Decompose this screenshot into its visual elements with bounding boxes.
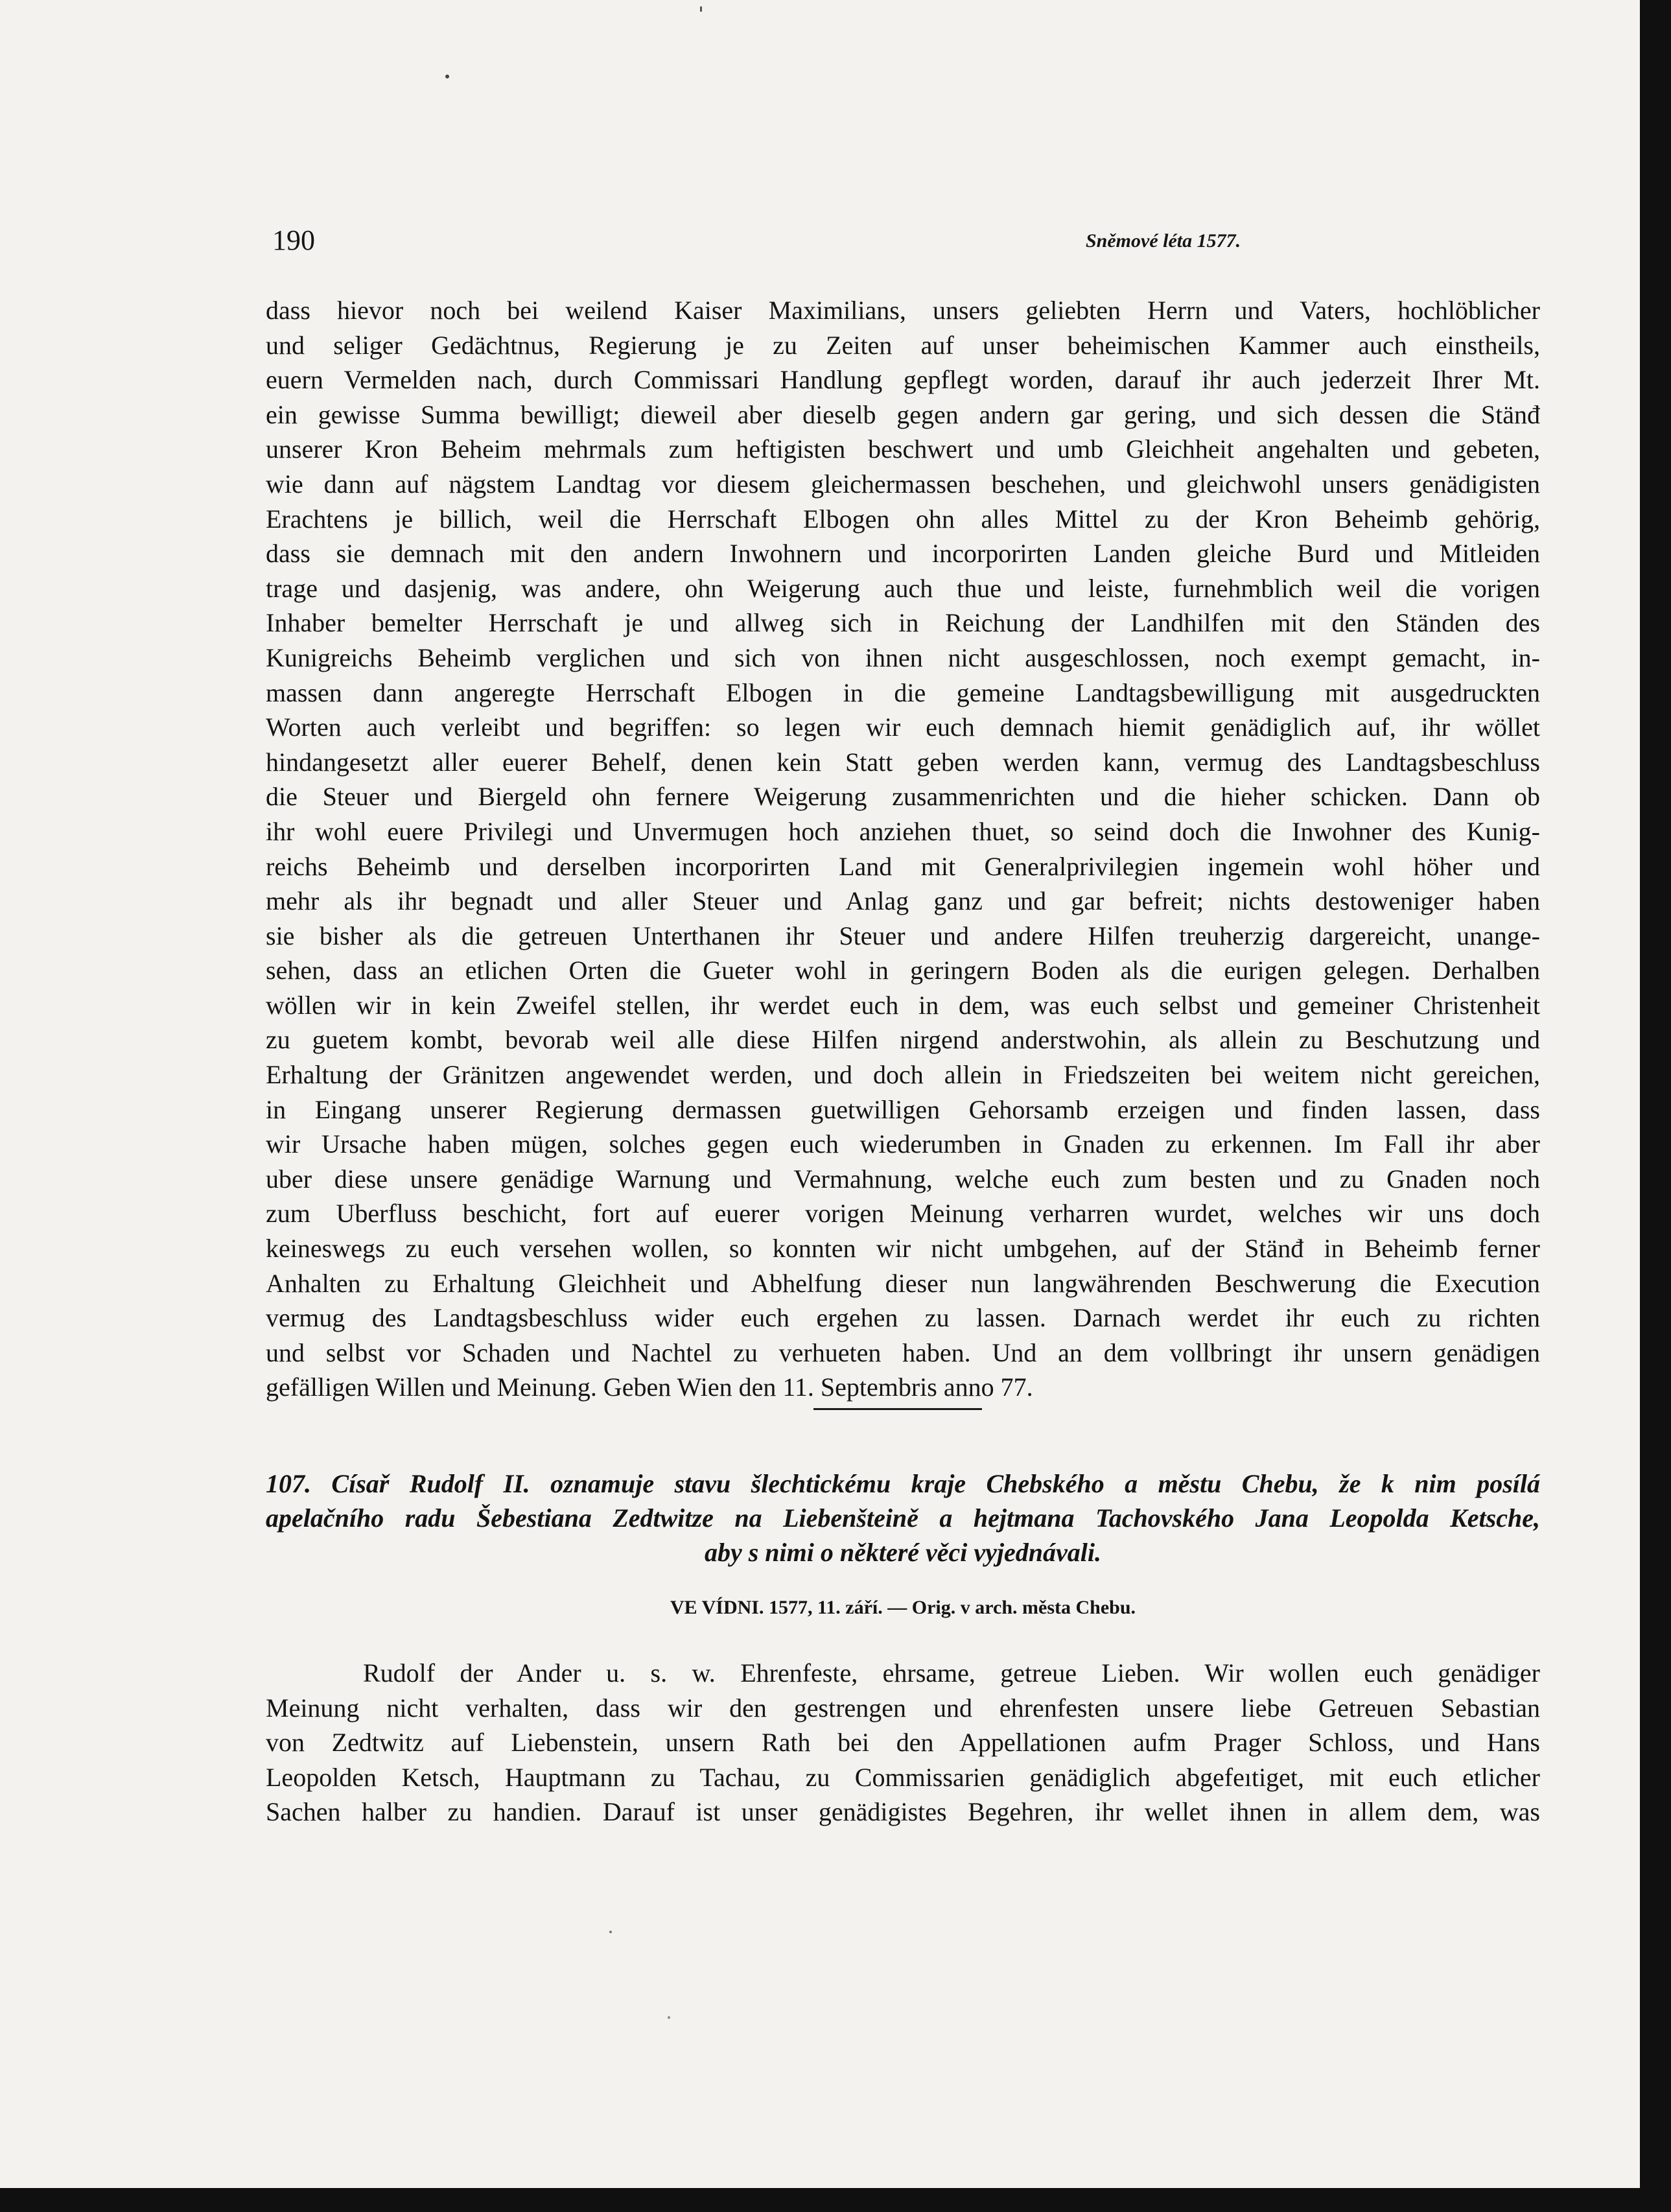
text-line: Meinung nicht verhalten, dass wir den gestrengen und ehrenfesten unsere liebe Getreuen Sebastian bbox=[266, 1693, 1540, 1723]
text-line: Erhaltung der Gränitzen angewendet werden, und doch allein in Friedszeiten bei weitem nicht gereichen, bbox=[266, 1060, 1540, 1090]
text-line: die Steuer und Biergeld ohn fernere Weigerung zusammenrichten und die hieher schicken. Dann ob bbox=[266, 782, 1540, 812]
text-line: unserer Kron Beheim mehrmals zum heftigisten beschwert und umb Gleichheit angehalten und gebeten, bbox=[266, 434, 1540, 464]
text-line: und selbst vor Schaden und Nachtel zu verhueten haben. Und an dem vollbringt ihr unsern genädigen bbox=[266, 1337, 1540, 1367]
text-line: zum Uberfluss beschicht, fort auf euerer vorigen Meinung verharren wurdet, welches wir uns doch bbox=[266, 1199, 1540, 1229]
text-line: Worten auch verleibt und begriffen: so legen wir euch demnach hiemit genädiglich auf, ihr wöllet bbox=[266, 712, 1540, 742]
text-line: euern Vermelden nach, durch Commissari Handlung gepflegt worden, darauf ihr auch jederzeit Ihrer Mt. bbox=[266, 365, 1540, 395]
text-line: vermug des Landtagsbeschluss wider euch ergehen zu lassen. Darnach werdet ihr euch zu richten bbox=[266, 1303, 1540, 1333]
heading-line: apelačního radu Šebestiana Zedtwitze na Liebenšteině a hejtmana Tachovského Jana Leopolda Ketsche, bbox=[266, 1503, 1540, 1533]
text-line: ein gewisse Summa bewilligt; dieweil aber dieselb gegen andern gar gering, und sich dessen die Stänđ bbox=[266, 399, 1540, 429]
text-line: gefälligen Willen und Meinung. Geben Wien den 11. Septembris anno 77. bbox=[266, 1372, 1033, 1402]
text-line: von Zedtwitz auf Liebenstein, unsern Rath bei den Appellationen aufm Prager Schloss, und Hans bbox=[266, 1728, 1540, 1758]
text-line: hindangesetzt aller euerer Behelf, denen kein Statt geben werden kann, vermug des Landtagsbeschluss bbox=[266, 747, 1540, 777]
text-line: wöllen wir in kein Zweifel stellen, ihr werdet euch in dem, was euch selbst und gemeiner Christenheit bbox=[266, 990, 1540, 1020]
text-line: Leopolden Ketsch, Hauptmann zu Tachau, zu Commissarien genädiglich abgefeıtiget, mit euch etlicher bbox=[266, 1762, 1540, 1792]
text-line: sehen, dass an etlichen Orten die Gueter wohl in geringern Boden als die eurigen gelegen. Derhalben bbox=[266, 956, 1540, 985]
heading-line: 107. Císař Rudolf II. oznamuje stavu šlechtickému kraje Chebského a městu Chebu, že k nim posílá bbox=[266, 1469, 1540, 1498]
text-line: reichs Beheimb und derselben incorporirten Land mit Generalprivilegien ingemein wohl höher und bbox=[266, 851, 1540, 881]
running-head: Sněmové léta 1577. bbox=[1086, 230, 1241, 252]
text-line: Sachen halber zu handien. Darauf ist unser genädigistes Begehren, ihr wellet ihnen in allem dem, was bbox=[266, 1797, 1540, 1827]
heading-line: aby s nimi o některé věci vyjednávali. bbox=[704, 1538, 1102, 1567]
text-line: mehr als ihr begnadt und aller Steuer und Anlag ganz und gar befreit; nichts destoweniger haben bbox=[266, 886, 1540, 916]
text-line: keineswegs zu euch versehen wollen, so konnten wir nicht umbgehen, auf der Stänđ in Beheimb ferner bbox=[266, 1234, 1540, 1264]
page-number: 190 bbox=[272, 224, 315, 256]
text-line: wie dann auf nägstem Landtag vor diesem gleichermassen beschehen, und gleichwohl unsers genädigisten bbox=[266, 469, 1540, 499]
text-line: dass sie demnach mit den andern Inwohnern und incorporirten Landen gleiche Burd und Mitleiden bbox=[266, 539, 1540, 569]
text-line: dass hievor noch bei weilend Kaiser Maximilians, unsers geliebten Herrn und Vaters, hochlöblicher bbox=[266, 296, 1540, 325]
text-line: und seliger Gedächtnus, Regierung je zu Zeiten auf unser beheimischen Kammer auch einstheils, bbox=[266, 330, 1540, 360]
text-line: massen dann angeregte Herrschaft Elbogen in die gemeine Landtagsbewilligung mit ausgedruckten bbox=[266, 677, 1540, 707]
text-line: in Eingang unserer Regierung dermassen guetwilligen Gehorsamb erzeigen und finden lassen, dass bbox=[266, 1094, 1540, 1124]
text-line: zu guetem kombt, bevorab weil alle diese Hilfen nirgend anderstwohin, als allein zu Beschutzung und bbox=[266, 1025, 1540, 1055]
document-dateline: VE VÍDNI. 1577, 11. září. — Orig. v arch. města Chebu. bbox=[670, 1597, 1136, 1618]
text-line: Erachtens je billich, weil die Herrschaft Elbogen ohn alles Mittel zu der Kron Beheimb gehörig, bbox=[266, 504, 1540, 534]
text-line: trage und dasjenig, was andere, ohn Weigerung auch thue und leiste, furnehmblich weil die vorigen bbox=[266, 573, 1540, 603]
text-line: Inhaber bemelter Herrschaft je und allweg sich in Reichung der Landhilfen mit den Ständen des bbox=[266, 608, 1540, 638]
text-line: ihr wohl euere Privilegi und Unvermugen hoch anziehen thuet, so seind doch die Inwohner des Kunig- bbox=[266, 816, 1540, 846]
text-line: Anhalten zu Erhaltung Gleichheit und Abhelfung dieser nun langwährenden Beschwerung die Execution bbox=[266, 1268, 1540, 1298]
text-line: wir Ursache haben mügen, solches gegen euch wiederumben in Gnaden zu erkennen. Im Fall ihr aber bbox=[266, 1129, 1540, 1159]
text-line: uber diese unsere genädige Warnung und Vermahnung, welche euch zum besten und zu Gnaden noch bbox=[266, 1164, 1540, 1194]
text-line: Kunigreichs Beheimb verglichen und sich von ihnen nicht ausgeschlossen, noch exempt gemacht, in- bbox=[266, 642, 1540, 672]
text-line: sie bisher als die getreuen Unterthanen ihr Steuer und andere Hilfen treuherzig dargereicht, unange- bbox=[266, 921, 1540, 950]
text-line: Rudolf der Ander u. s. w. Ehrenfeste, ehrsame, getreue Lieben. Wir wollen euch genädiger bbox=[363, 1658, 1540, 1688]
